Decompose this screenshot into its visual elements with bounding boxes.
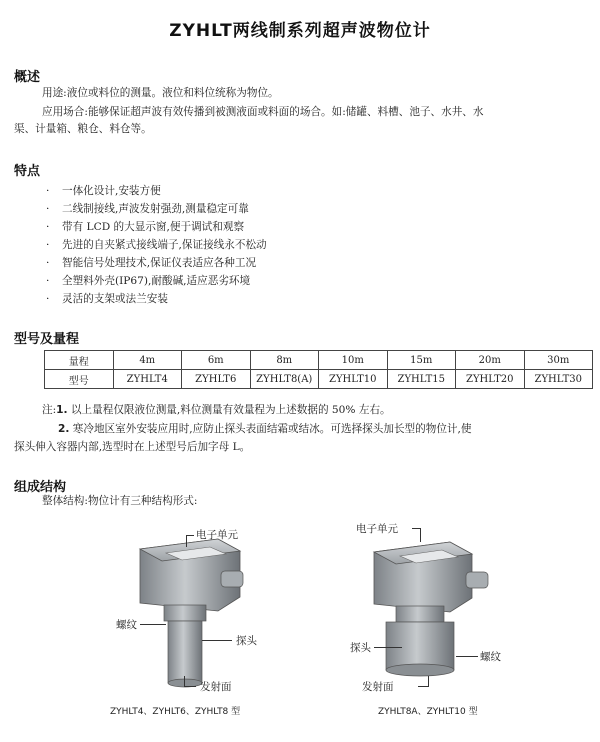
feature-item	[46, 218, 267, 236]
table-cell-range: 8m	[250, 351, 319, 370]
table-cell-range: 30m	[524, 351, 593, 370]
bullet-dot: ·	[46, 203, 50, 215]
callout-line	[456, 656, 478, 657]
model-range-table	[44, 350, 593, 389]
feature-item	[46, 254, 267, 272]
feature-text: 灵活的支架或法兰安装	[62, 293, 168, 305]
bullet-dot: ·	[46, 275, 50, 287]
fig2-probe-label: 探头	[350, 642, 371, 654]
table-cell-range: 6m	[182, 351, 251, 370]
feature-item	[46, 272, 267, 290]
table-cell-model: ZYHLT10	[319, 370, 388, 389]
structure-intro: 整体结构:物位计有三种结构形式:	[42, 495, 198, 507]
fig2-face-label: 发射面	[362, 681, 394, 693]
feature-text: 带有 LCD 的大显示窗,便于调试和观察	[62, 221, 245, 233]
note-1	[42, 403, 391, 418]
table-cell-model: ZYHLT4	[113, 370, 182, 389]
level-meter-image-2	[368, 538, 498, 688]
feature-text: 先进的自夹紧式接线端子,保证接线永不松动	[62, 239, 267, 251]
fig1-probe-label: 探头	[236, 635, 257, 647]
note-2-line2: 探头伸入容器内部,选型时在上述型号后加字母 L。	[14, 441, 251, 453]
feature-text: 二线制接线,声波发射强劲,测量稳定可靠	[62, 203, 249, 215]
callout-line	[140, 624, 166, 625]
overview-usage: 用途:液位或料位的测量。液位和料位统称为物位。	[42, 87, 279, 99]
table-row-range	[45, 351, 593, 370]
note-1-text: 以上量程仅限液位测量,料位测量有效量程为上述数据的 50% 左右。	[70, 404, 391, 416]
features-list	[46, 182, 267, 308]
note-2-text: 寒冷地区室外安装应用时,应防止探头表面结霜或结冰。可选择探头加长型的物位计,使	[72, 423, 472, 435]
callout-line	[420, 528, 421, 542]
fig1-electronics-label: 电子单元	[196, 529, 238, 541]
table-cell-model: ZYHLT30	[524, 370, 593, 389]
callout-line	[184, 686, 196, 687]
table-cell-model: ZYHLT20	[456, 370, 525, 389]
fig1-thread-label: 螺纹	[116, 619, 137, 631]
table-cell-range: 15m	[387, 351, 456, 370]
features-heading: 特点	[14, 164, 41, 179]
overview-heading: 概述	[14, 70, 41, 85]
table-row-model	[45, 370, 593, 389]
overview-scenarios-line2: 渠、计量箱、粮仓、料仓等。	[14, 123, 152, 135]
callout-line	[184, 676, 185, 686]
feature-item	[46, 236, 267, 254]
table-cell-range: 10m	[319, 351, 388, 370]
bullet-dot: ·	[46, 221, 50, 233]
bullet-dot: ·	[46, 293, 50, 305]
callout-line	[374, 647, 402, 648]
feature-item	[46, 290, 267, 308]
structure-heading: 组成结构	[14, 480, 67, 495]
fig2-caption: ZYHLT8A、ZYHLT10 型	[378, 707, 478, 717]
note-2-line1	[58, 422, 471, 437]
feature-text: 智能信号处理技术,保证仪表适应各种工况	[62, 257, 257, 269]
table-cell-model: ZYHLT6	[182, 370, 251, 389]
fig1-caption: ZYHLT4、ZYHLT6、ZYHLT8 型	[110, 707, 241, 717]
note-2-number: 2.	[58, 423, 70, 435]
feature-text: 一体化设计,安装方便	[62, 185, 161, 197]
table-cell-label: 量程	[45, 351, 114, 370]
bullet-dot: ·	[46, 185, 50, 197]
overview-scenarios-line1: 应用场合:能够保证超声波有效传播到被测液面或料面的场合。如:储罐、料槽、池子、水井、水	[42, 106, 484, 118]
feature-text: 全塑料外壳(IP67),耐酸碱,适应恶劣环境	[62, 275, 251, 287]
callout-line	[202, 640, 232, 641]
fig2-thread-label: 螺纹	[480, 651, 501, 663]
feature-item	[46, 182, 267, 200]
feature-item	[46, 200, 267, 218]
callout-line	[418, 686, 428, 687]
table-cell-model: ZYHLT8(A)	[250, 370, 319, 389]
bullet-dot: ·	[46, 257, 50, 269]
callout-line	[186, 535, 194, 536]
table-cell-model: ZYHLT15	[387, 370, 456, 389]
models-heading: 型号及量程	[14, 332, 80, 347]
table-cell-range: 4m	[113, 351, 182, 370]
table-cell-range: 20m	[456, 351, 525, 370]
callout-line	[428, 676, 429, 687]
callout-line	[186, 535, 187, 547]
note-prefix: 注:	[42, 404, 57, 416]
fig1-face-label: 发射面	[200, 681, 232, 693]
page-title: ZYHLT两线制系列超声波物位计	[169, 21, 431, 41]
note-1-number: 1.	[56, 404, 68, 416]
bullet-dot: ·	[46, 239, 50, 251]
callout-line	[412, 528, 420, 529]
table-cell-label: 型号	[45, 370, 114, 389]
fig2-electronics-label: 电子单元	[356, 523, 398, 535]
level-meter-image-1	[118, 535, 248, 695]
